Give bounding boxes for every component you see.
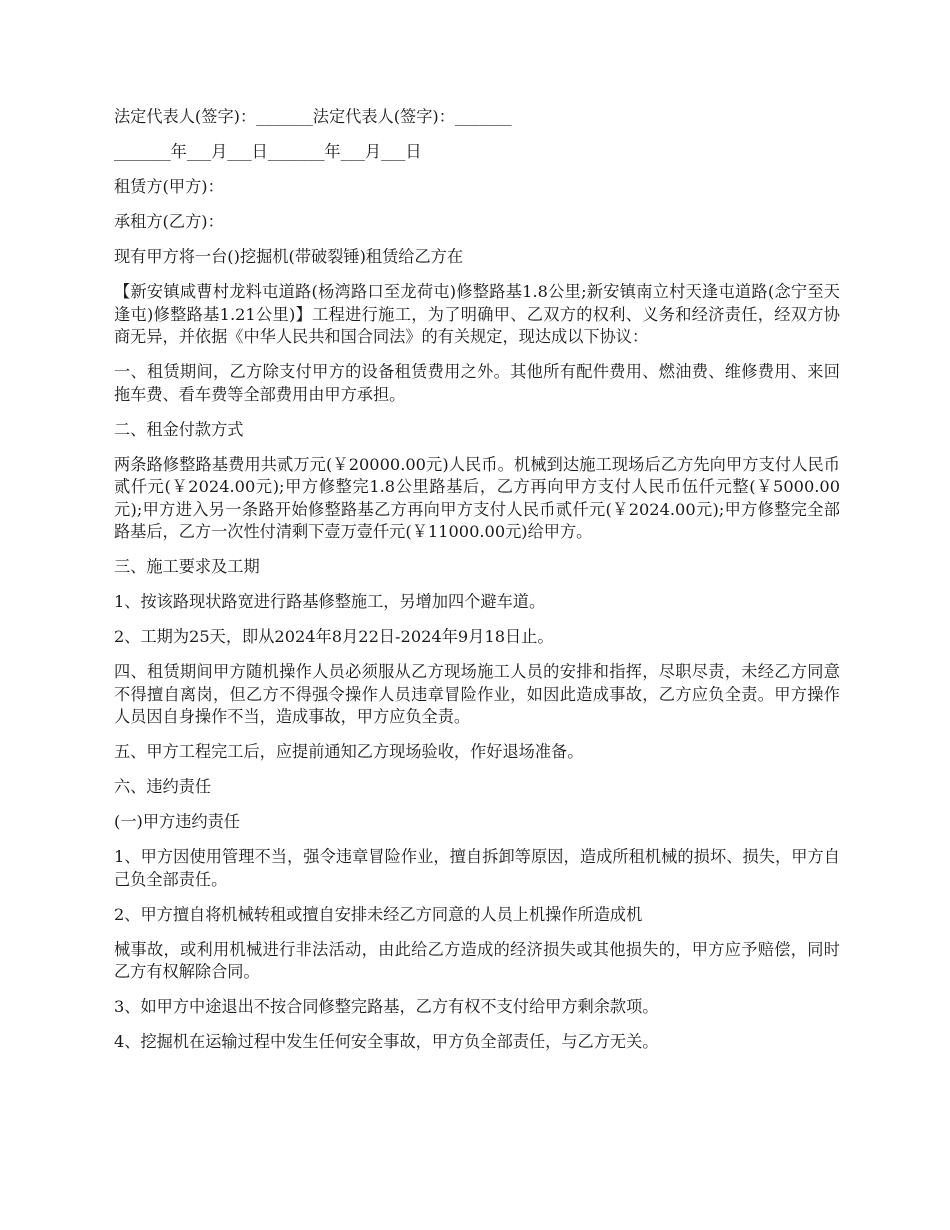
liability-2: 2、甲方擅自将机械转租或擅自安排未经乙方同意的人员上机操作所造成机 (114, 904, 643, 924)
lessee-line: 承租方(乙方)： (114, 212, 224, 231)
lessor-line: 租赁方(甲方)： (114, 177, 224, 196)
project-paragraph: 【新安镇咸曹村龙料屯道路(杨湾路口至龙荷屯)修整路基1.8公里;新安镇南立村天逢屯道路(念宁至天逢屯)修整路基1.21公里)】工程进行施工，为了明确甲、乙双方的权利、义务和经济责任，经双方协商无异，并依据《中华人民共和国合同法》的有关规定，现达成以下协议： (114, 282, 840, 346)
subsection-heading-party-a: (一)甲方违约责任 (114, 812, 240, 831)
liability-3: 3、如甲方中途退出不按合同修整完路基，乙方有权不支付给甲方剩余款项。 (114, 997, 659, 1016)
intro-paragraph: 现有甲方将一台()挖掘机(带破裂锤)租赁给乙方在 (114, 247, 464, 266)
signature-line: 法定代表人(签字)：_______法定代表人(签字)：_______ (114, 107, 512, 126)
clause-4: 四、租赁期间甲方随机操作人员必须服从乙方现场施工人员的安排和指挥，尽职尽责，未经乙方同意不得擅自离岗，但乙方不得强令操作人员违章冒险作业，如因此造成事故，乙方应负全责。甲方操作人员因自身操作不当，造成事故，甲方应负全责。 (114, 662, 840, 726)
clause-1: 一、租赁期间，乙方除支付甲方的设备租赁费用之外。其他所有配件费用、燃油费、维修费用、来回拖车费、看车费等全部费用由甲方承担。 (114, 362, 840, 404)
section-heading-requirements: 三、施工要求及工期 (114, 557, 260, 576)
section-heading-liability: 六、违约责任 (114, 777, 212, 796)
requirement-2: 2、工期为25天，即从2024年8月22日-2024年9月18日止。 (114, 627, 554, 646)
liability-1: 1、甲方因使用管理不当，强令违章冒险作业，擅自拆卸等原因，造成所租机械的损坏、损失，甲方自己负全部责任。 (114, 847, 840, 889)
clause-5: 五、甲方工程完工后，应提前通知乙方现场验收，作好退场准备。 (114, 742, 584, 761)
liability-4: 4、挖掘机在运输过程中发生任何安全事故，甲方负全部责任，与乙方无关。 (114, 1032, 659, 1051)
document-body (114, 106, 840, 1066)
requirement-1: 1、按该路现状路宽进行路基修整施工，另增加四个避车道。 (114, 592, 546, 611)
payment-paragraph: 两条路修整路基费用共贰万元(￥20000.00元)人民币。机械到达施工现场后乙方先向甲方支付人民币贰仟元(￥2024.00元);甲方修整完1.8公里路基后，乙方再向甲方支付人民币伍仟元整(￥5000.00元);甲方进入另一条路开始修整路基乙方再向甲方支付人民币贰仟元(￥2024.00元);甲方修整完全部路基后，乙方一次性付清剩下壹万壹仟元(￥11000.00元)给甲方。 (114, 454, 840, 541)
section-heading-payment: 二、租金付款方式 (114, 419, 244, 439)
liability-2-continued: 械事故，或利用机械进行非法活动，由此给乙方造成的经济损失或其他损失的，甲方应予赔偿，同时乙方有权解除合同。 (114, 939, 840, 981)
date-line: _______年___月___日_______年___月___日 (114, 142, 422, 161)
